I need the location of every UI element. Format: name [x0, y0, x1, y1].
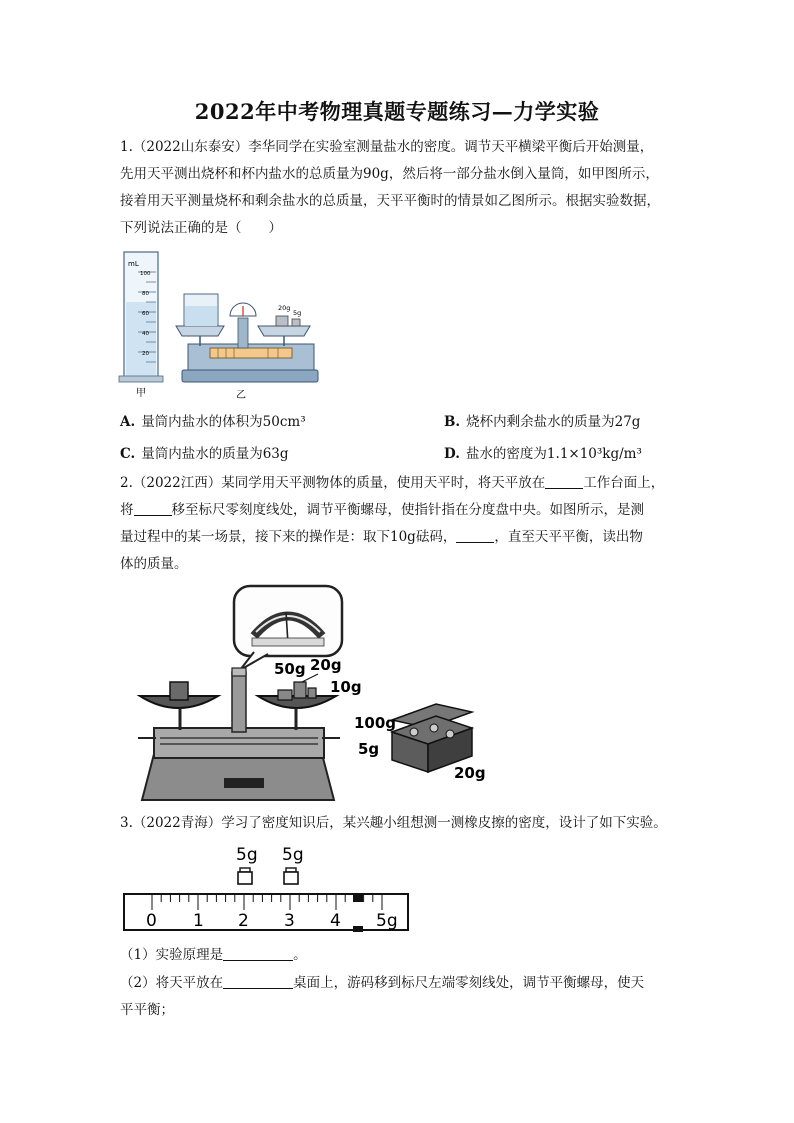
- q1-option-b[interactable]: [444, 410, 640, 430]
- ruler-scale: [124, 894, 408, 932]
- q2-blank-1[interactable]: [545, 474, 583, 489]
- tick-40: 40: [142, 331, 149, 337]
- q1-option-a[interactable]: [120, 410, 306, 430]
- scale-2: 2: [238, 911, 249, 931]
- scale-5g: 5g: [376, 911, 398, 931]
- box-weight-100g: 100g: [354, 714, 397, 732]
- tick-100: 100: [140, 271, 151, 277]
- q2-blank-2[interactable]: [134, 501, 172, 516]
- q1-line-2: 先用天平测出烧杯和杯内盐水的总质量为90g，然后将一部分盐水倒入量筒，如甲图所示，: [120, 166, 659, 182]
- q3-blank-1[interactable]: [223, 946, 293, 961]
- rider-bottom: [353, 926, 363, 932]
- q2-line-3a: 量过程中的某一场景，接下来的操作是：取下10g砝码，: [120, 529, 457, 545]
- q2-line-2a: 将: [120, 502, 134, 518]
- pan-weight-20g: 20g: [310, 656, 342, 674]
- box-weight-5g: 5g: [358, 740, 380, 758]
- scale-3: 3: [284, 911, 295, 931]
- q3-figure: [118, 840, 418, 936]
- option-a-text: 量筒内盐水的体积为50cm³: [141, 414, 306, 430]
- q1-option-d[interactable]: [444, 442, 642, 462]
- label-jia: 甲: [136, 388, 146, 399]
- q2-line-4: 体的质量。: [120, 556, 188, 572]
- page-title: 2022年中考物理真题专题练习—力学实验: [194, 99, 600, 124]
- q1-line-4: 下列说法正确的是（ ）: [120, 220, 282, 236]
- weights-5g: [236, 845, 304, 884]
- option-a-letter: A.: [120, 414, 136, 430]
- q2-line-1b: 工作台面上，: [583, 475, 665, 491]
- q3-sub1-end: 。: [293, 947, 307, 963]
- weight-label-1: 5g: [236, 845, 258, 865]
- question-2-text: [120, 470, 680, 578]
- q2-line-3b: ，直至天平平衡，读出物: [494, 529, 643, 545]
- q3-sub-1: [120, 942, 680, 969]
- label-yi: 乙: [236, 390, 246, 400]
- q2-figure: [136, 582, 506, 808]
- pan-weight-20g: 20g: [278, 304, 291, 312]
- q2-blank-3[interactable]: [456, 528, 494, 543]
- rider-top[interactable]: [353, 894, 363, 902]
- scale-1: 1: [193, 911, 204, 931]
- option-b-letter: B.: [444, 414, 461, 430]
- scale-0: 0: [146, 911, 157, 931]
- q1-line-3: 接着用天平测量烧杯和剩余盐水的总质量，天平平衡时的情景如乙图所示。根据实验数据，: [120, 193, 660, 209]
- pan-weight-10g: 10g: [330, 678, 362, 696]
- q1-option-c[interactable]: [120, 442, 289, 462]
- box-weight-20g: 20g: [454, 764, 486, 782]
- q1-line-1: 1.（2022山东泰安）李华同学在实验室测量盐水的密度。调节天平横梁平衡后开始测量，: [120, 139, 654, 155]
- balance-device: [138, 656, 362, 800]
- scale-4: 4: [330, 911, 341, 931]
- q3-sub2-text-a: （2）将天平放在: [120, 975, 224, 991]
- pan-weight-50g: 50g: [274, 660, 306, 678]
- option-b-text: 烧杯内剩余盐水的质量为27g: [466, 414, 641, 430]
- q1-figure: [118, 248, 328, 400]
- q2-line-1a: 2.（2022江西）某同学用天平测物体的质量，使用天平时，将天平放在: [120, 475, 546, 491]
- weight-box: [354, 704, 486, 782]
- option-c-text: 量筒内盐水的质量为63g: [141, 446, 289, 462]
- q3-sub2-text-c: 平平衡；: [120, 1002, 174, 1018]
- pan-weight-5g: 5g: [293, 309, 302, 317]
- question-3-text: 3.（2022青海）学习了密度知识后，某兴趣小组想测一测橡皮擦的密度，设计了如下实验。: [120, 815, 667, 831]
- cylinder-unit: mL: [128, 260, 139, 268]
- tick-20: 20: [142, 351, 149, 357]
- q3-sub-2: [120, 970, 680, 1024]
- tick-60: 60: [142, 311, 149, 317]
- balance-scale: [176, 294, 318, 400]
- option-d-text: 盐水的密度为1.1×10³kg/m³: [465, 446, 642, 462]
- q3-blank-2[interactable]: [223, 974, 293, 989]
- question-1-text: [120, 134, 680, 242]
- q2-line-2b: 移至标尺零刻度线处，调节平衡螺母，使指针指在分度盘中央。如图所示，是测: [171, 502, 644, 518]
- option-c-letter: C.: [120, 446, 136, 462]
- graduated-cylinder: [119, 252, 163, 399]
- tick-80: 80: [142, 291, 149, 297]
- weight-label-2: 5g: [282, 845, 304, 865]
- option-d-letter: D.: [444, 446, 460, 462]
- q3-sub1-text: （1）实验原理是: [120, 947, 224, 963]
- q3-sub2-text-b: 桌面上，游码移到标尺左端零刻线处，调节平衡螺母，使天: [293, 975, 645, 991]
